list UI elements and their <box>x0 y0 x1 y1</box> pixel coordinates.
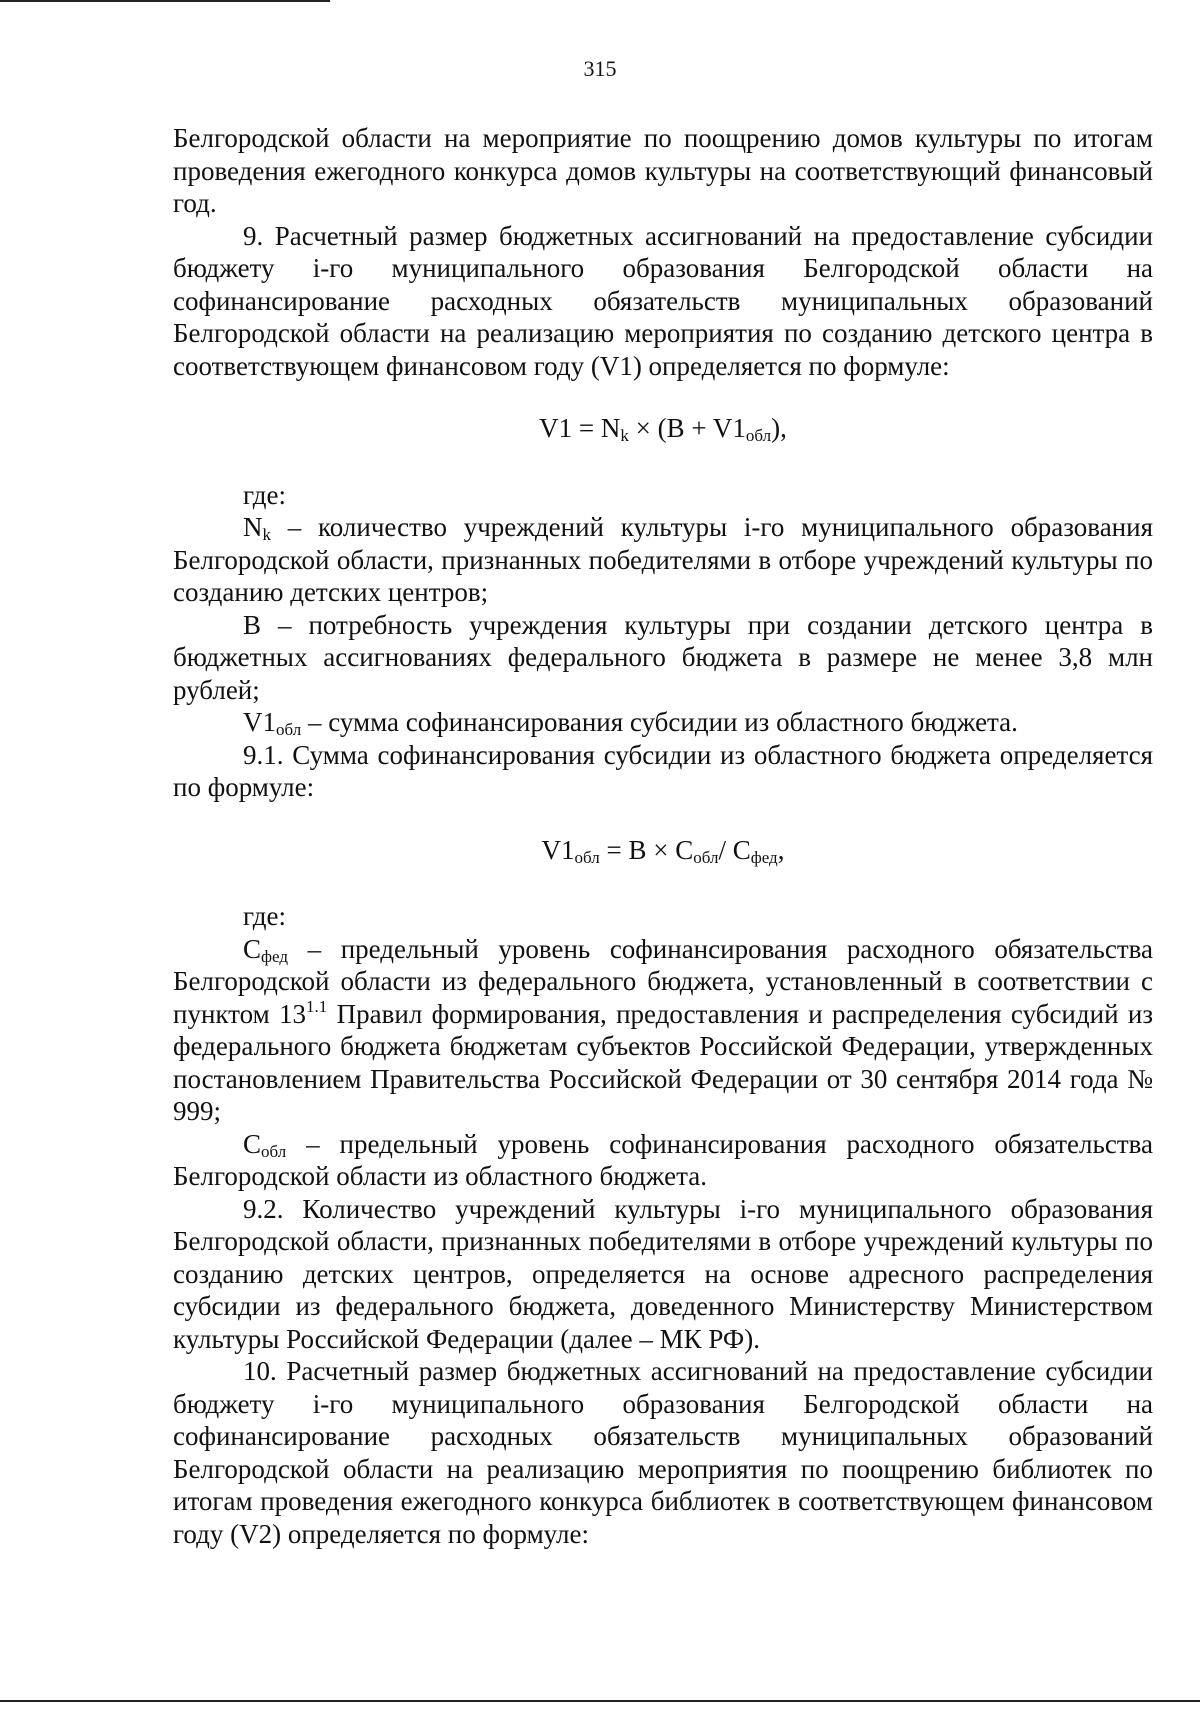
formula-v1obl-part1: V1 <box>541 834 575 865</box>
cobl-subscript: обл <box>261 1141 287 1161</box>
nk-symbol: N <box>243 512 263 542</box>
definition-v1obl <box>173 706 1153 739</box>
scan-edge-bottom <box>0 1700 1200 1702</box>
formula-v1-sub1: k <box>620 426 629 445</box>
cfed-superscript: 1.1 <box>306 996 328 1016</box>
paragraph-9-1: 9.1. Сумма софинансирования субсидии из областного бюджета определяется по формуле: <box>173 739 1153 802</box>
paragraph-continuation: Белгородской области на мероприятие по поощрению домов культуры по итогам проведения ежегодного конкурса домов культуры на соответствующий финансовый год. <box>173 123 1153 218</box>
v1obl-text: – сумма софинансирования субсидии из областного бюджета. <box>301 707 1018 737</box>
paragraph-9: 9. Расчетный размер бюджетных ассигнований на предоставление субсидии бюджету i-го муниципального образования Белгородской области на софинансирование расходных обязательств муниципальных образований Белгородской области на реализацию мероприятия по созданию детского центра в соответствующем финансовом году (V1) определяется по формуле: <box>173 220 1153 381</box>
definition-b: B – потребность учреждения культуры при создании детского центра в бюджетных ассигнованиях федерального бюджета в размере не менее 3,8 млн рублей; <box>173 609 1153 705</box>
where-label-2: где: <box>243 901 286 931</box>
formula-v1-part1: V1 = N <box>539 413 621 443</box>
formula-v1obl-sub3: фед <box>750 847 778 867</box>
definition-cobl <box>173 1128 1153 1193</box>
formula-v1obl-part3: / C <box>718 834 751 865</box>
cfed-subscript: фед <box>261 946 289 966</box>
cobl-text: – предельный уровень софинансирования расходного обязательства Белгородской области из областного бюджета. <box>173 1128 1153 1191</box>
scan-edge-top <box>0 0 330 2</box>
page-number: 315 <box>583 56 617 81</box>
paragraph-9-2: 9.2. Количество учреждений культуры i-го муниципального образования Белгородской области, признанных победителями в отборе учреждений культуры по созданию детских центров, определяется на основе адресного распределения субсидии из федерального бюджета, доведенного Министерству Министерством культуры Российской Федерации (далее – МК РФ). <box>173 1193 1153 1354</box>
cfed-symbol: C <box>243 933 262 964</box>
cfed-text-1: – предельный уровень софинансирования расходного обязательства Белгородской области из федерального бюджета, установленный в соответствии с пунктом 13 <box>173 933 1153 1029</box>
definition-cfed <box>173 933 1153 1128</box>
cfed-text-2: Правил формирования, предоставления и распределения субсидий из федерального бюджета бюджетам субъектов Российской Федерации, утвержденных постановлением Правительства Российской Федерации от 30 сентября 2014 года № 999; <box>173 998 1153 1126</box>
nk-subscript: k <box>262 525 271 544</box>
paragraph-10: 10. Расчетный размер бюджетных ассигнований на предоставление субсидии бюджету i-го муниципального образования Белгородской области на софинансирование расходных обязательств муниципальных образований Белгородской области на реализацию мероприятия по поощрению библиотек по итогам проведения ежегодного конкурса библиотек в соответствующем финансовом году (V2) определяется по формуле: <box>173 1356 1153 1549</box>
document-body <box>173 122 1153 1550</box>
cobl-symbol: C <box>243 1128 262 1159</box>
formula-v1obl-part2: = B × C <box>599 834 694 865</box>
formula-v1obl <box>173 834 1153 867</box>
formula-v1obl-part4: , <box>777 834 785 865</box>
formula-v1-sub2: обл <box>745 426 772 445</box>
formula-v1 <box>173 412 1153 445</box>
nk-text: – количество учреждений культуры i-го муниципального образования Белгородской области, признанных победителями в отборе учреждений культуры по созданию детских центров; <box>173 512 1153 607</box>
formula-v1-part3: ), <box>771 413 787 443</box>
v1obl-subscript: обл <box>276 720 302 739</box>
definition-nk <box>173 511 1153 609</box>
where-label-1: где: <box>243 479 286 510</box>
formula-v1-part2: × (B + V1 <box>628 413 746 443</box>
formula-v1obl-sub1: обл <box>574 847 600 867</box>
v1obl-symbol: V1 <box>243 707 276 737</box>
formula-v1obl-sub2: обл <box>693 847 719 867</box>
